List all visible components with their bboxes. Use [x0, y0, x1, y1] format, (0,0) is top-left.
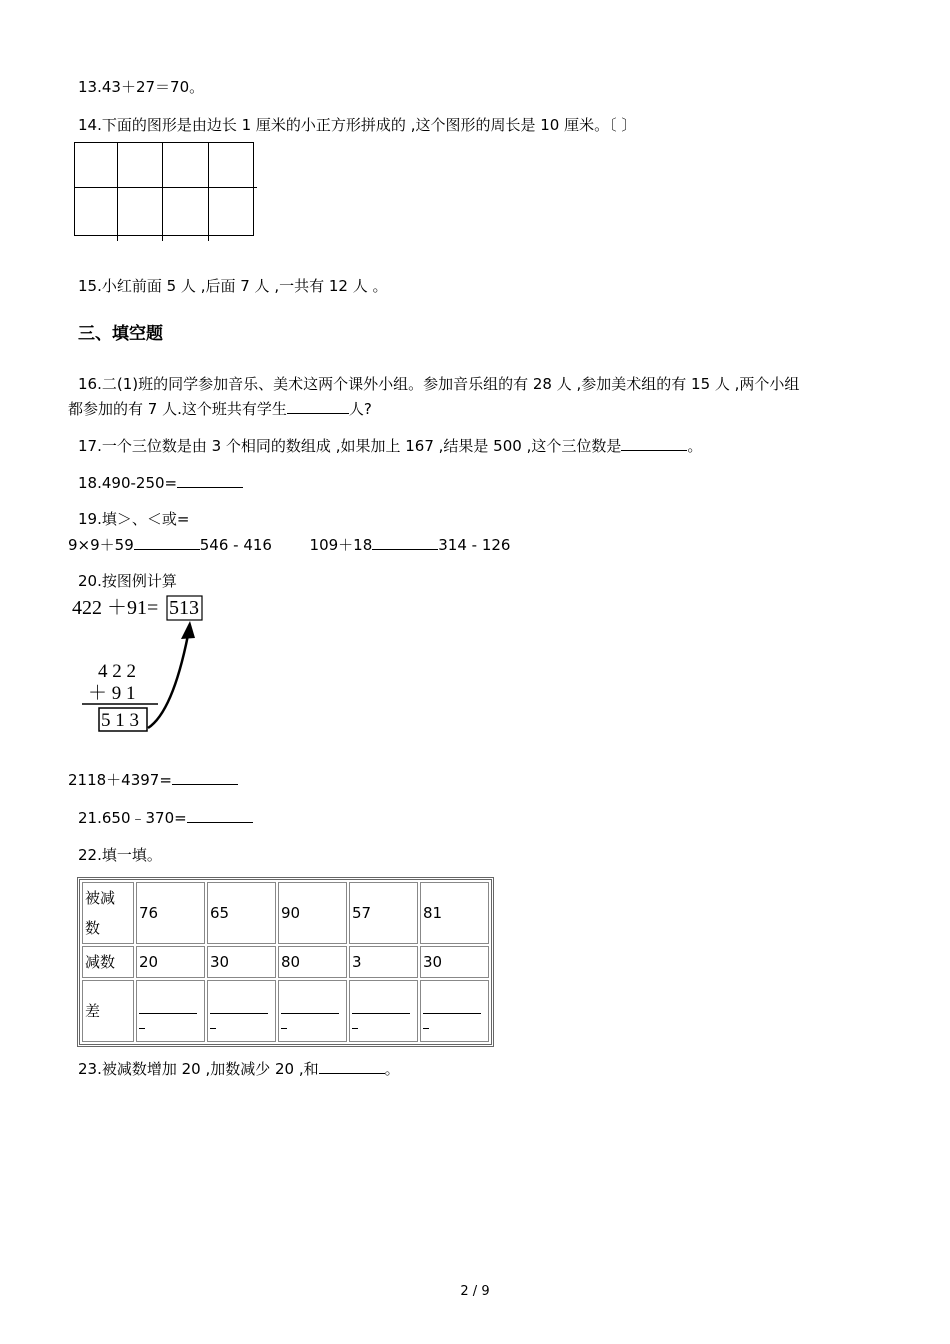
question-22-title: 22.填一填。: [78, 846, 162, 864]
question-23-suffix: 。: [384, 1060, 400, 1078]
q19-a-left: 9×9＋59: [68, 536, 134, 554]
answer-blank-19b[interactable]: [372, 535, 438, 550]
question-23: [78, 1059, 400, 1079]
minuend-cell: 76: [136, 882, 205, 944]
question-17: [78, 436, 702, 456]
section-title-fill-in: 三、填空题: [78, 324, 163, 344]
question-19-comparisons: [68, 535, 510, 555]
minuend-cell: 90: [278, 882, 347, 944]
question-18: [78, 473, 243, 493]
q19-b-right: 314 - 126: [438, 536, 511, 554]
question-17-suffix: 。: [687, 437, 703, 455]
question-20-equation: 2118＋4397=: [68, 771, 172, 789]
answer-blank-20[interactable]: [172, 770, 238, 785]
example-addend-1: 4 2 2: [98, 661, 136, 682]
difference-blank-cell[interactable]: [207, 980, 276, 1042]
example-result: 513: [169, 597, 199, 619]
question-20-task: [68, 770, 238, 790]
question-16-suffix: 人?: [348, 400, 372, 418]
example-addend-2: ＋ 9 1: [88, 683, 136, 704]
subtraction-table: [77, 877, 494, 1047]
difference-blank-cell[interactable]: [278, 980, 347, 1042]
question-16-text: 都参加的有 7 人.这个班共有学生: [68, 400, 287, 418]
difference-blank-cell[interactable]: [349, 980, 418, 1042]
subtrahend-cell: 30: [207, 946, 276, 978]
question-13: 13.43＋27＝70。: [78, 78, 205, 96]
table-row-minuend: [82, 882, 489, 944]
question-23-text: 23.被减数增加 20 ,加数减少 20 ,和: [78, 1060, 319, 1078]
addition-example-figure: [68, 593, 218, 743]
subtrahend-cell: 30: [420, 946, 489, 978]
difference-blank-cell[interactable]: [420, 980, 489, 1042]
table-row-subtrahend: [82, 946, 489, 978]
minuend-cell: 81: [420, 882, 489, 944]
question-15: 15.小红前面 5 人 ,后面 7 人 ,一共有 12 人 。: [78, 277, 388, 295]
square-grid-figure: [74, 142, 254, 236]
question-17-text: 17.一个三位数是由 3 个相同的数组成 ,如果加上 167 ,结果是 500 ,这个三位数是: [78, 437, 622, 455]
example-equation: 422 ＋91=: [72, 597, 159, 619]
question-14: 14.下面的图形是由边长 1 厘米的小正方形拼成的 ,这个图形的周长是 10 厘米。〔 〕: [78, 116, 637, 134]
answer-blank-17[interactable]: [621, 436, 687, 451]
question-16-line2: [68, 399, 372, 419]
table-row-difference: [82, 980, 489, 1042]
label-minuend: 被减 数: [82, 882, 134, 944]
question-20-title: 20.按图例计算: [78, 572, 177, 590]
answer-blank-21[interactable]: [187, 808, 253, 823]
answer-blank-18[interactable]: [177, 473, 243, 488]
label-subtrahend: 减数: [82, 946, 134, 978]
answer-blank-23[interactable]: [319, 1059, 385, 1074]
answer-blank-19a[interactable]: [134, 535, 200, 550]
minuend-cell: 57: [349, 882, 418, 944]
page-number: 2 / 9: [460, 1284, 490, 1299]
question-21-equation: 21.650﹣370=: [78, 809, 187, 827]
difference-blank-cell[interactable]: [136, 980, 205, 1042]
question-21: [78, 808, 253, 828]
q19-a-right: 546 - 416: [199, 536, 272, 554]
minuend-cell: 65: [207, 882, 276, 944]
label-difference: 差: [82, 980, 134, 1042]
subtrahend-cell: 20: [136, 946, 205, 978]
q19-b-left: 109＋18: [309, 536, 373, 554]
question-16-line1: 16.二(1)班的同学参加音乐、美术这两个课外小组。参加音乐组的有 28 人 ,参加美术组的有 15 人 ,两个小组: [78, 375, 800, 393]
question-19-title: 19.填＞、＜或=: [78, 510, 190, 528]
question-18-text: 18.490-250=: [78, 474, 178, 492]
subtrahend-cell: 3: [349, 946, 418, 978]
answer-blank-16[interactable]: [287, 399, 349, 414]
subtrahend-cell: 80: [278, 946, 347, 978]
example-sum: 5 1 3: [101, 710, 139, 731]
